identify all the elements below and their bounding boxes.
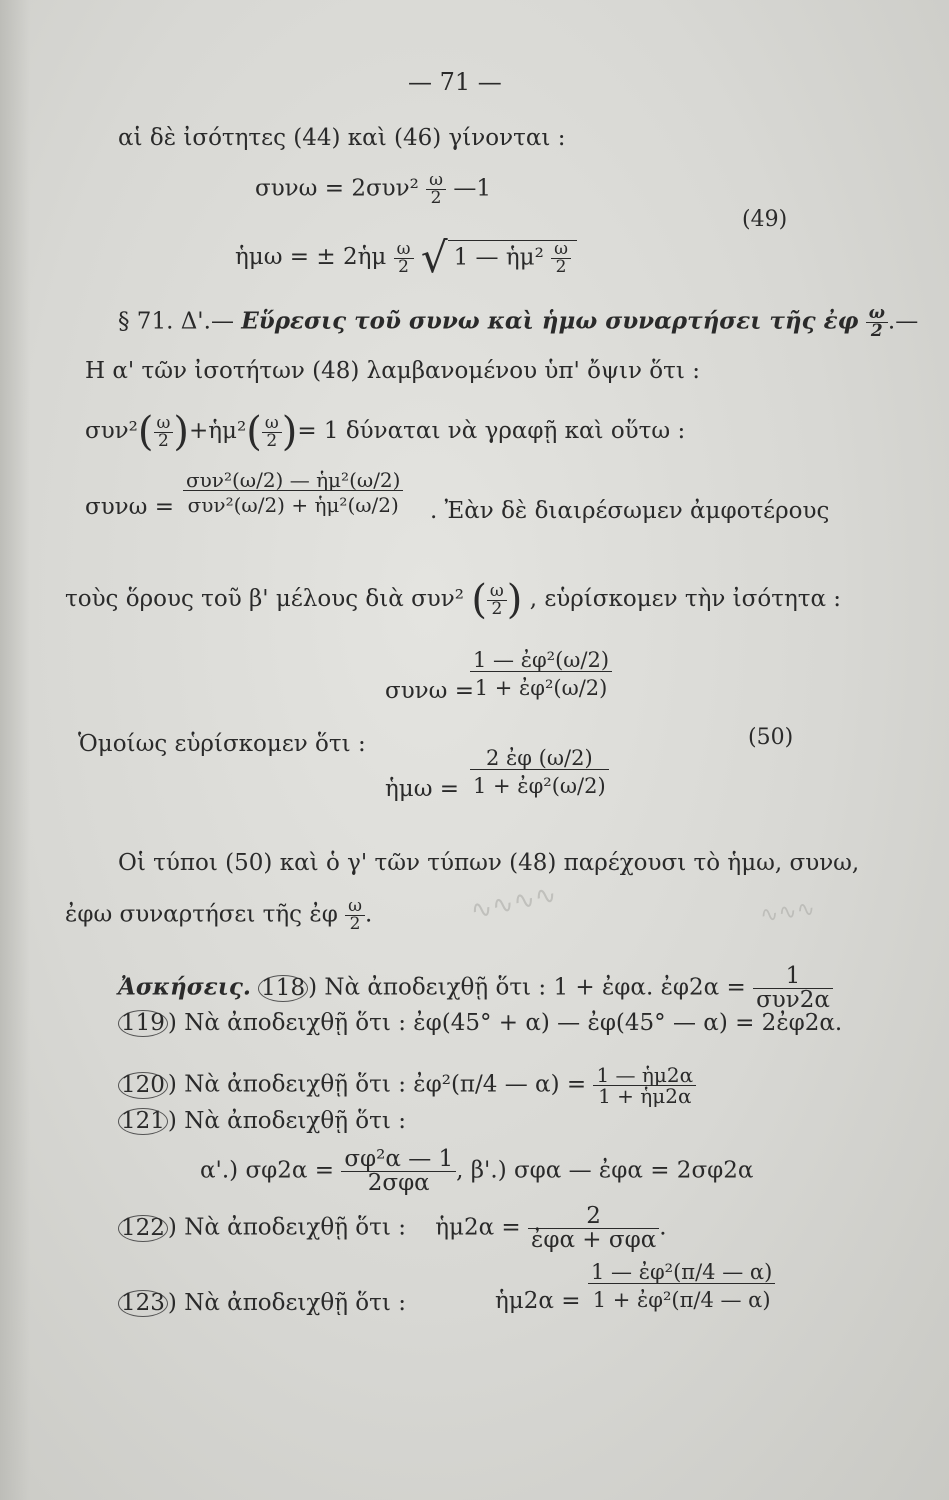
eq50-cos-lhs: συνω = [385, 678, 475, 704]
page-number: — 71 — [408, 68, 502, 96]
eq50-cos-denominator: 1 + ἐφ²(ω/2) [470, 671, 612, 699]
eq49-l1-fraction: $\frac{\omega}{2}$ [426, 172, 446, 207]
exercise-number-122: 122 [118, 1215, 168, 1242]
identity-text: = 1 δύναται νὰ γραφῇ καὶ οὕτω : [297, 418, 686, 444]
equation-label-50: (50) [748, 725, 794, 750]
section-heading [118, 305, 918, 340]
exercise-123-lhs: ἡμ2α = [495, 1288, 581, 1314]
eq50-sin-lhs: ἡμω = [385, 776, 460, 802]
eq49-radicand: 1 — ἡμ² $\frac{\omega}{2}$ [448, 240, 577, 276]
exercise-119 [118, 1010, 842, 1037]
exercise-123-text: ) Νὰ ἀποδειχθῇ ὅτι : [167, 1290, 406, 1316]
identity-sin2: +ἡμ² [188, 418, 247, 444]
eq50-cos-numerator: 1 — ἐφ²(ω/2) [473, 648, 610, 672]
eq49-l1-lhs: συνω = 2συν² [255, 175, 419, 202]
similarly-text: Ὁμοίως εὑρίσκομεν ὅτι : [78, 731, 366, 757]
cos-lhs: συνω = [85, 494, 175, 520]
section-number: § 71. Δ'.— [118, 308, 234, 335]
pencil-scribble-2: ∿∿∿ [758, 896, 817, 929]
paragraph-3a: Οἱ τύποι (50) καὶ ὁ γ' τῶν τύπων (48) παρέχουσι τὸ ἡμω, συνω, [118, 850, 860, 876]
equation-label-49: (49) [742, 207, 788, 232]
exercise-number-119: 119 [118, 1010, 168, 1037]
identity-cos2: συν² [85, 418, 138, 444]
exercises-heading: Ἀσκήσεις. [118, 973, 251, 1001]
exercise-number-121: 121 [118, 1108, 168, 1135]
para2-text-a: τοὺς ὅρους τοῦ β' μέλους διὰ συν² [65, 586, 464, 612]
exercise-123-fraction: $\frac{\text{1 — ἐφ²(π/4 — α)}}{\text{1 + ἐφ²(π/4 — α)}}$ [588, 1262, 775, 1311]
exercise-number-123: 123 [118, 1290, 168, 1317]
para2-text-b: , εὑρίσκομεν τὴν ἰσότητα : [529, 586, 842, 612]
exercise-120-inner: (π/4 — α) [450, 1071, 560, 1098]
eq50-sin-denominator: 1 + ἐφ²(ω/2) [470, 769, 609, 797]
exercise-number-120: 120 [118, 1072, 168, 1099]
exercise-121-a: α'.) σφ2α = [200, 1157, 335, 1184]
cos-fraction [183, 470, 403, 515]
exercise-122: 122 ) Νὰ ἀποδειχθῇ ὅτι : ἡμ2α = $\frac{2}{\text{ἐφα + σφα}}$ . [118, 1205, 667, 1252]
exercise-118: Ἀσκήσεις. 118 ) Νὰ ἀποδειχθῇ ὅτι : 1 + ἐφα. ἐφ2α = $\frac{1}{\text{συν2α}}$ [118, 965, 833, 1012]
equation-49-line2 [235, 233, 577, 282]
exercise-118-text: ) Νὰ ἀποδειχθῇ ὅτι : 1 + ἐφα. ἐφ2α = [308, 974, 746, 1001]
eq50-cos-fraction [470, 650, 612, 699]
exercise-number-118: 118 [258, 975, 308, 1002]
exercise-121 [118, 1108, 406, 1135]
exercise-121-b: , β'.) σφα — ἐφα = 2σφ2α [456, 1157, 754, 1184]
eq49-l2-fraction: $\frac{\omega}{2}$ [394, 241, 414, 276]
paragraph-2: τοὺς ὅρους τοῦ β' μέλους διὰ συν² ( $\frac{\omega}{2}$ ) , εὑρίσκομεν τὴν ἰσότητα : [65, 577, 842, 623]
exercise-120: 120 ) Νὰ ἀποδειχθῇ ὅτι : ἐφ²(π/4 — α) = $\frac{\text{1 — ἡμ2α}}{\text{1 + ἡμ2α}}$ [118, 1065, 696, 1106]
paragraph-3b: ἐφω συναρτήσει τῆς ἐφ $\frac{\omega}{2}$ . [65, 896, 373, 934]
cos-fraction-numerator: συν²(ω/2) — ἡμ²(ω/2) [186, 468, 401, 492]
equation-49-line1 [255, 172, 491, 207]
identity-line: συν²( $\frac{\omega}{2}$ )+ἡμ²( $\frac{\omega}{2}$ )= 1 δύναται νὰ γραφῇ καὶ οὕτω : [85, 409, 686, 455]
eq49-l2-lhs: ἡμω = ± 2ἡμ [235, 244, 387, 270]
exercise-122-text: ) Νὰ ἀποδειχθῇ ὅτι : [167, 1214, 406, 1241]
para3-text: ἐφω συναρτήσει τῆς ἐφ [65, 901, 338, 928]
eq50-sin-fraction [470, 748, 609, 797]
eq50-sin-numerator: 2 ἐφ (ω/2) [486, 746, 593, 770]
section-fraction: $\frac{\omega}{2}$ [866, 305, 888, 340]
page-edge-shadow [0, 0, 30, 1500]
exercise-120-text: ) Νὰ ἀποδειχθῇ ὅτι : ἐφ² [167, 1071, 451, 1098]
exercise-121-parts: α'.) σφ2α = $\frac{\text{σφ²α — 1}}{\text{2σφα}}$ , β'.) σφα — ἐφα = 2σφ2α [200, 1146, 754, 1196]
sqrt-sign: √ [420, 233, 448, 282]
cos-fraction-denominator: συν²(ω/2) + ἡμ²(ω/2) [183, 490, 403, 515]
exercise-121-text: ) Νὰ ἀποδειχθῇ ὅτι : [167, 1108, 406, 1134]
intro-line: αἱ δὲ ἰσότητες (44) καὶ (46) γίνονται : [118, 125, 566, 151]
section-dash: .— [887, 308, 919, 335]
exercise-123 [118, 1290, 406, 1317]
eq49-l1-tail: —1 [453, 175, 491, 202]
exercise-122-lhs: ἡμ2α = [435, 1214, 521, 1241]
section-title: Εὕρεσις τοῦ συνω καὶ ἡμω συναρτήσει τῆς ἐφ [241, 307, 859, 335]
exercise-119-text: ) Νὰ ἀποδειχθῇ ὅτι : ἐφ(45° + α) — ἐφ(45° — α) = 2ἐφ2α. [167, 1010, 843, 1036]
paragraph-1: Η α' τῶν ἰσοτήτων (48) λαμβανομένου ὑπ' ὄψιν ὅτι : [85, 358, 700, 384]
pencil-scribble: ∿∿∿∿ [467, 879, 560, 927]
cos-after: . Ἐὰν δὲ διαιρέσωμεν ἀμφοτέρους [430, 498, 830, 524]
